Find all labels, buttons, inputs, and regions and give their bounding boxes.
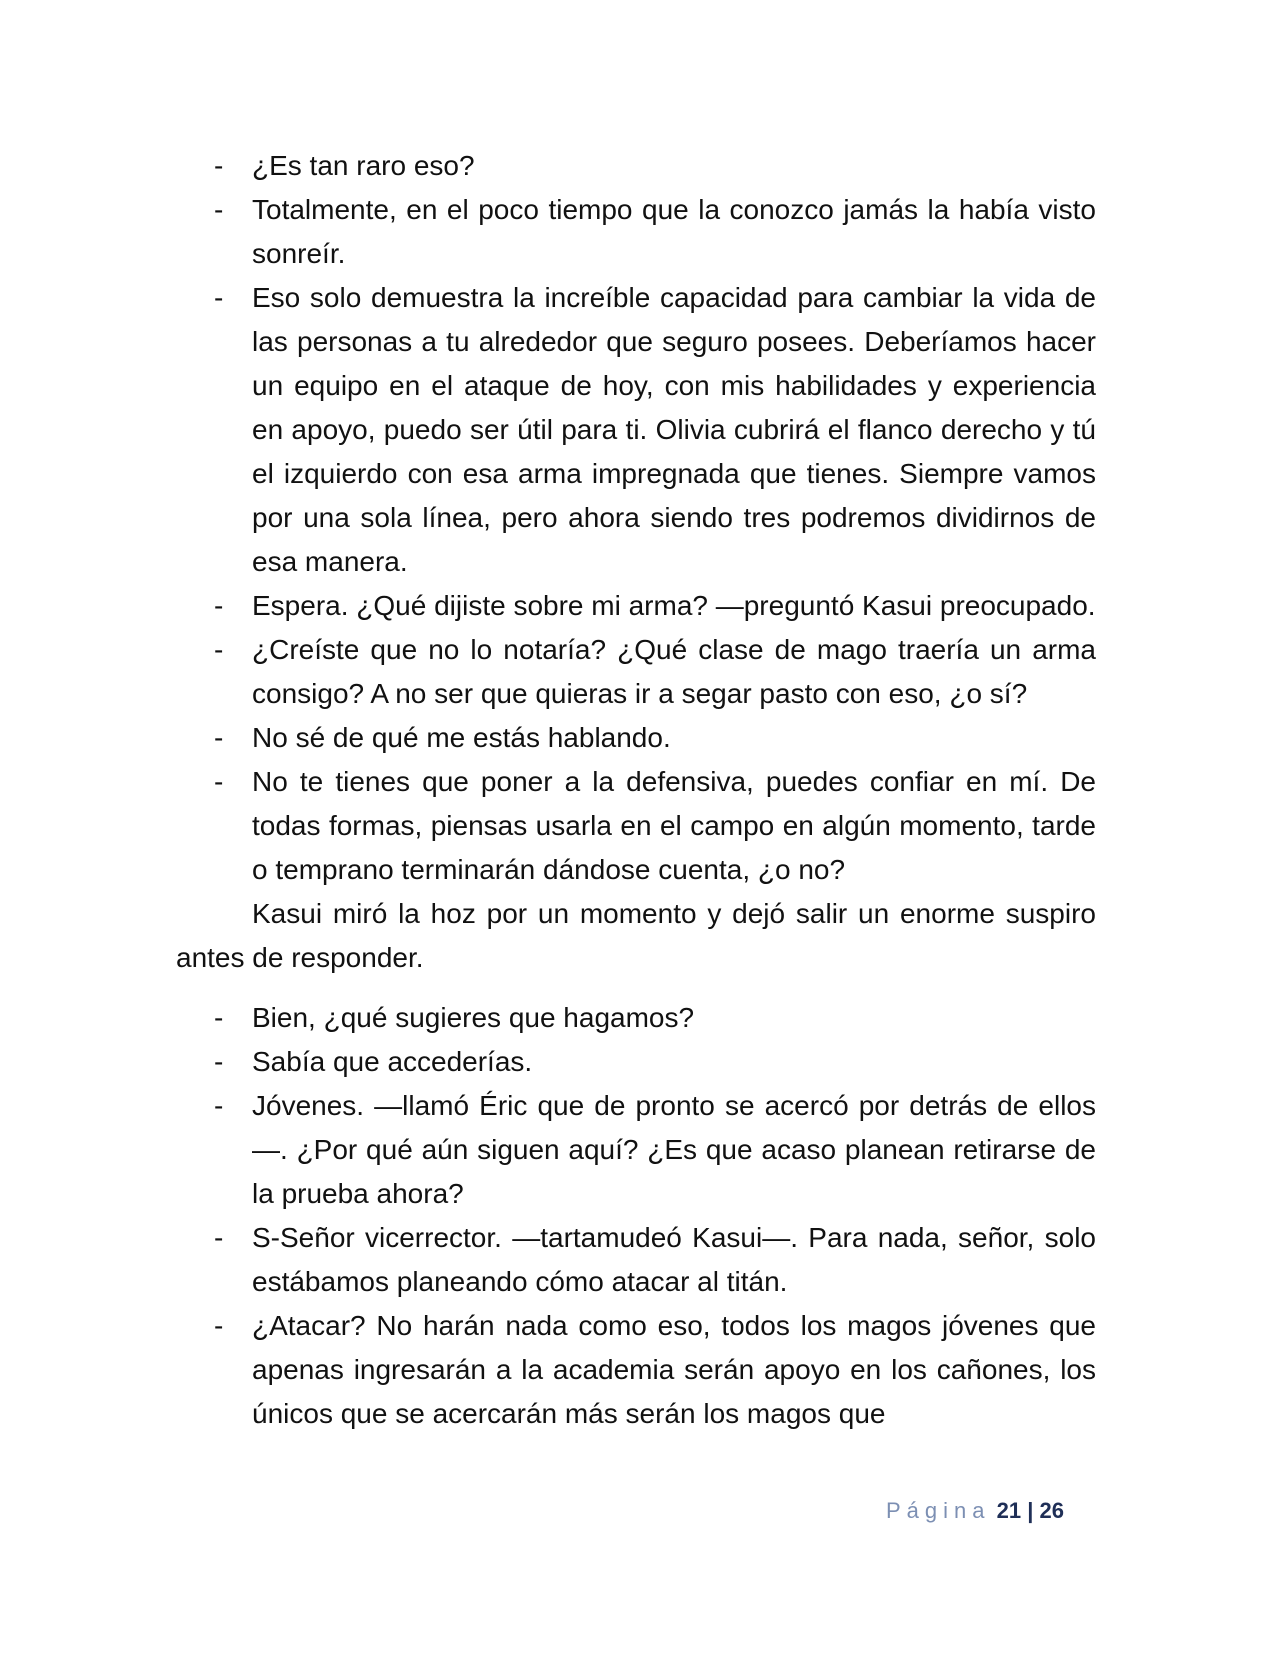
current-page-number: 21 <box>996 1498 1022 1523</box>
dialogue-dash: - <box>214 150 224 181</box>
dialogue-text: No sé de qué me estás hablando. <box>252 722 671 753</box>
dialogue-line <box>176 144 1096 188</box>
dialogue-dash: - <box>214 194 224 225</box>
dialogue-line <box>176 1304 1096 1436</box>
narration-paragraph: Kasui miró la hoz por un momento y dejó salir un enorme suspiro antes de responder. <box>176 898 1096 973</box>
dialogue-line <box>176 1084 1096 1216</box>
dialogue-dash: - <box>214 722 224 753</box>
dialogue-line <box>176 760 1096 892</box>
dialogue-text: Bien, ¿qué sugieres que hagamos? <box>252 1002 695 1033</box>
paragraph-spacer <box>176 980 1096 996</box>
dialogue-dash: - <box>214 1002 224 1033</box>
dialogue-text: No te tienes que poner a la defensiva, puedes confiar en mí. De todas formas, piensas usarla en el campo en algún momento, tarde o temprano terminarán dándose cuenta, ¿o no? <box>252 766 1096 885</box>
dialogue-dash: - <box>214 1090 224 1121</box>
page-separator: | <box>1027 1498 1034 1523</box>
dialogue-list-1 <box>176 144 1096 892</box>
dialogue-text: ¿Atacar? No harán nada como eso, todos los magos jóvenes que apenas ingresarán a la academia serán apoyo en los cañones, los únicos que se acercarán más serán los magos que <box>252 1310 1096 1429</box>
dialogue-text: Jóvenes. —llamó Éric que de pronto se acercó por detrás de ellos—. ¿Por qué aún siguen aquí? ¿Es que acaso planean retirarse de la prueba ahora? <box>252 1090 1096 1209</box>
page-label: Página <box>886 1498 991 1523</box>
dialogue-line <box>176 1040 1096 1084</box>
dialogue-line <box>176 996 1096 1040</box>
dialogue-text: Espera. ¿Qué dijiste sobre mi arma? —preguntó Kasui preocupado. <box>252 590 1096 621</box>
dialogue-line <box>176 584 1096 628</box>
dialogue-line <box>176 628 1096 716</box>
dialogue-text: S-Señor vicerrector. —tartamudeó Kasui—. Para nada, señor, solo estábamos planeando cómo atacar al titán. <box>252 1222 1096 1297</box>
dialogue-dash: - <box>214 766 224 797</box>
page-footer <box>886 1496 1064 1526</box>
dialogue-text: Totalmente, en el poco tiempo que la conozco jamás la había visto sonreír. <box>252 194 1096 269</box>
dialogue-line <box>176 1216 1096 1304</box>
total-page-number: 26 <box>1039 1498 1065 1523</box>
dialogue-dash: - <box>214 1310 224 1341</box>
dialogue-dash: - <box>214 1222 224 1253</box>
dialogue-list-2 <box>176 996 1096 1436</box>
dialogue-text: Eso solo demuestra la increíble capacidad para cambiar la vida de las personas a tu alrededor que seguro posees. Deberíamos hacer un equipo en el ataque de hoy, con mis habilidades y experiencia en apoyo, puedo ser útil para ti. Olivia cubrirá el flanco derecho y tú el izquierdo con esa arma impregnada que tienes. Siempre vamos por una sola línea, pero ahora siendo tres podremos dividirnos de esa manera. <box>252 282 1096 577</box>
dialogue-text: ¿Creíste que no lo notaría? ¿Qué clase de mago traería un arma consigo? A no ser que quieras ir a segar pasto con eso, ¿o sí? <box>252 634 1096 709</box>
dialogue-line <box>176 276 1096 584</box>
dialogue-dash: - <box>214 634 224 665</box>
page-body <box>176 144 1096 1436</box>
dialogue-dash: - <box>214 1046 224 1077</box>
dialogue-dash: - <box>214 590 224 621</box>
dialogue-text: ¿Es tan raro eso? <box>252 150 475 181</box>
dialogue-dash: - <box>214 282 224 313</box>
dialogue-line <box>176 188 1096 276</box>
dialogue-line <box>176 716 1096 760</box>
dialogue-text: Sabía que accederías. <box>252 1046 533 1077</box>
